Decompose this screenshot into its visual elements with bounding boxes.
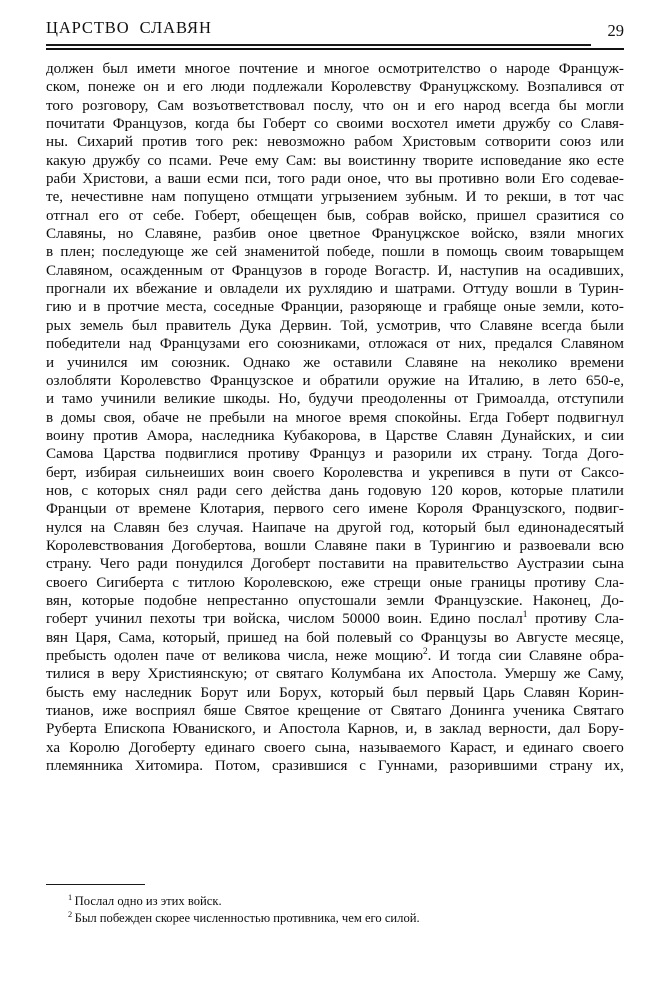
body-line: бысть ему наследник Борут или Борух, который был первый Царь Славян Корин- (46, 684, 624, 701)
body-line: и тамо учинили великие шкоды. Но, будучи преодоленны от Гримоалда, отступили (46, 391, 624, 408)
body-line: нов, с которых снял ради сего действа дань годовую 120 коров, которые платили (46, 482, 624, 499)
body-line: Руберта Епископа Юваниского, и Апостола Карнов, и, в заклад верности, дал Бору- (46, 721, 624, 738)
body-line: победители над Французами его союзниками, отложася от них, предался Славяном (46, 336, 624, 353)
footnote-text: Был побежден скорее численностью противника, чем его силой. (74, 911, 420, 926)
body-line: племянника Хитомира. Потом, сразившися с Гуннами, разорившими страну их, (46, 758, 624, 775)
footnote-marker[interactable]: 2 (422, 646, 428, 657)
body-line: в домы своя, обаче не пребыли на многое время спокойны. Егда Гоберт подвигнул (46, 409, 624, 426)
body-line: гоберт учинил пехоты три войска, числом 50000 воин. Едино послал$^1$ противу Сла- (46, 610, 624, 628)
body-line: прогнали их вбежание и овладели их рухлядию и шатрами. Оттуду вошли в Турин- (46, 281, 624, 298)
body-line: Славяны, но Славяне, разбив оное цветное Франуцжское войско, взяли многих (46, 226, 624, 243)
body-line: гию и в протчие места, соседные Франции, разоряюще и грабяще оные земли, кото- (46, 299, 624, 316)
body-line: озлобляти Королевство Французское и обратили оружие на Италию, в лето 650-е, (46, 372, 624, 389)
body-line: в плен; последующе же сей знаменитой победе, пошли в помощь своим товарыщем (46, 244, 624, 261)
body-line: страну. Чего ради понудился Догоберт поставити на правительство Аустразии сына (46, 556, 624, 573)
body-line: должен был имети многое почтение и многое осмотрителство о народе Француж- (46, 61, 624, 77)
body-line: своего Сигиберта с титлою Королевскою, еже стрещи оные границы противу Сла- (46, 574, 624, 591)
footnote (46, 910, 624, 927)
body-line: воину против Амора, наследника Кубакорова, в Царстве Славян Дунайских, и сии (46, 427, 624, 444)
body-line: Самова Царства подвиглися противу Француз и разорили их страну. Тогда Дого- (46, 446, 624, 463)
body-line: и учинился им союзник. Однако же оставили Славяне на неколико времени (46, 354, 624, 371)
page-number: 29 (607, 21, 624, 40)
body-line: Францыи от времене Клотария, первого сего имене Короля Французского, подвиг- (46, 501, 624, 518)
body-line: берт, избирая сильнеиших воин своего Королевства и укрепився в пути от Саксо- (46, 464, 624, 481)
running-header (46, 18, 624, 52)
body-text (46, 60, 624, 775)
footnote-number: 2 (68, 910, 73, 920)
header-rule-upper (46, 44, 591, 46)
body-line: ны. Сихарий против того рек: невозможно рабом Христовым сотворити союз или (46, 134, 624, 151)
footnote-list (46, 893, 624, 928)
body-line: вян, которые подобне непрестанно опустошали земли Французские. Наконец, До- (46, 592, 624, 609)
body-line: ском, понеже он и его люди подлежали Королевству Франуцжскому. Возпалився от (46, 79, 624, 96)
body-line: тилися в веру Християнскую; от святаго Колумбана их Апостола. Умершу же Саму, (46, 666, 624, 683)
body-line: вян Царя, Сама, который, пришед на бой полевый со Французы во Августе месяце, (46, 629, 624, 646)
body-line: тианов, иже восприял бяше Святое крещение от Святаго Донинга ученика Святаго (46, 703, 624, 720)
body-line: отгнал его от себе. Гоберт, обещещен быв, собрав войско, пришел сразитися со (46, 207, 624, 224)
body-line: какую дружбу со псами. Рече ему Сам: вы воистинну творите исповедание яко есте (46, 152, 624, 169)
page-title: ЦАРСТВО СЛАВЯН (46, 18, 212, 37)
header-rule-lower (46, 48, 624, 50)
body-line: пребысть одолен паче от великова числа, неже мощию$^2$. И тогда сии Славяне обра- (46, 646, 624, 664)
body-line: нулся на Славян без случая. Наипаче на другой год, который был единонадесятый (46, 519, 624, 536)
footnote-marker[interactable]: 1 (522, 610, 528, 621)
body-line: Королевствования Догобертова, вошли Славяне паки в Турингию и развоевали всю (46, 537, 624, 554)
footnote-separator-rule (46, 884, 145, 885)
body-line: раби Христови, а ваши есми пси, того ради оное, что вы противно воли Его содевае- (46, 171, 624, 188)
footnote (46, 893, 624, 910)
body-line: того розговору, Сам возъответствовал послу, что он и его народ всегда бы могли (46, 97, 624, 114)
body-line: те, нечестивне нам попущено отмщати угрызением зубным. И то рекши, в тот час (46, 189, 624, 206)
footnote-number: 1 (68, 892, 73, 902)
body-line: Славяном, осажденным от Французов в городе Вогастр. И, наступив на осадивших, (46, 262, 624, 279)
body-line: рых земель был правитель Дука Дервин. Той, усмотрив, что Славяне всегда были (46, 317, 624, 334)
body-line: почитати Французов, когда бы Гоберт со своими восхотел имети дружбу со Славя- (46, 116, 624, 133)
body-line: ха Королю Догоберту единаго своего сына, называемого Караст, и единаго своего (46, 739, 624, 756)
footnote-text: Послал одно из этих войск. (74, 894, 222, 908)
